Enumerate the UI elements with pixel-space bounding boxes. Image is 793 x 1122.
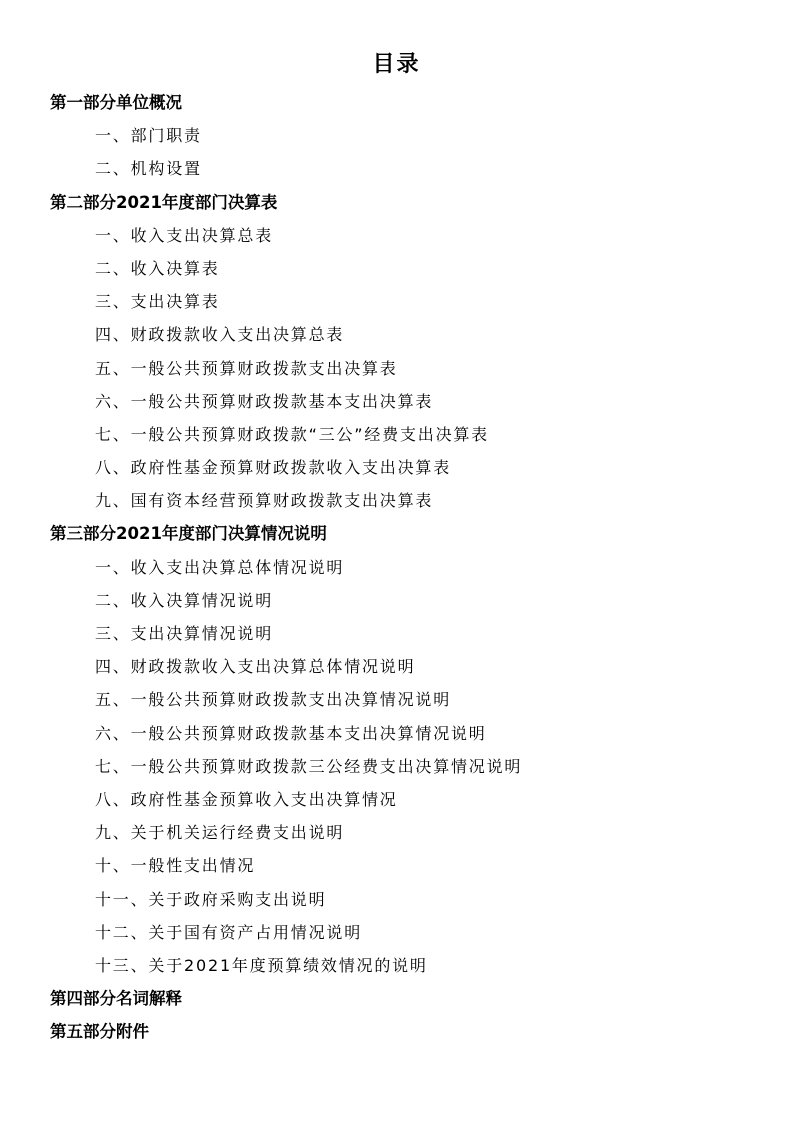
toc-item[interactable]: 五、一般公共预算财政拨款支出决算表: [95, 358, 398, 378]
toc-item[interactable]: 一、收入支出决算总表: [95, 225, 274, 245]
toc-item[interactable]: 六、一般公共预算财政拨款基本支出决算情况说明: [95, 723, 487, 743]
toc-item[interactable]: 二、机构设置: [95, 159, 202, 179]
toc-item[interactable]: 十二、关于国有资产占用情况说明: [95, 922, 363, 942]
page-title: 目录: [372, 52, 421, 77]
toc-item[interactable]: 十一、关于政府采购支出说明: [95, 889, 327, 909]
toc-item[interactable]: 三、支出决算情况说明: [95, 624, 274, 643]
toc-item[interactable]: 二、收入决算表: [95, 258, 220, 278]
toc-item[interactable]: 七、一般公共预算财政拨款三公经费支出决算情况说明: [95, 756, 523, 776]
toc-item[interactable]: 八、政府性基金预算收入支出决算情况: [95, 789, 398, 809]
toc-item[interactable]: 八、政府性基金预算财政拨款收入支出决算表: [95, 458, 452, 478]
toc-section-2[interactable]: 第二部分2021年度部门决算表: [50, 192, 278, 212]
toc-item[interactable]: 九、关于机关运行经费支出说明: [95, 823, 345, 843]
toc-item[interactable]: 二、收入决算情况说明: [95, 590, 274, 610]
toc-section-1[interactable]: 第一部分单位概况: [50, 93, 182, 112]
toc-item[interactable]: 三、支出决算表: [95, 292, 220, 312]
toc-item[interactable]: 四、财政拨款收入支出决算总表: [95, 325, 345, 345]
toc-item[interactable]: 六、一般公共预算财政拨款基本支出决算表: [95, 391, 434, 411]
toc-section-4[interactable]: 第四部分名词解释: [50, 989, 182, 1009]
toc-item[interactable]: 一、部门职责: [95, 126, 202, 146]
toc-item[interactable]: 四、财政拨款收入支出决算总体情况说明: [95, 657, 416, 677]
toc-item[interactable]: 九、国有资本经营预算财政拨款支出决算表: [95, 491, 434, 511]
toc-item[interactable]: 五、一般公共预算财政拨款支出决算情况说明: [95, 690, 452, 710]
table-of-contents: [0, 86, 793, 1048]
toc-section-5[interactable]: 第五部分附件: [50, 1022, 149, 1042]
toc-section-3[interactable]: 第三部分2021年度部门决算情况说明: [50, 524, 327, 544]
toc-item[interactable]: 一、收入支出决算总体情况说明: [95, 557, 345, 577]
toc-item[interactable]: 十三、关于2021年度预算绩效情况的说明: [95, 955, 428, 975]
toc-item[interactable]: 十、一般性支出情况: [95, 856, 256, 876]
toc-item[interactable]: 七、一般公共预算财政拨款“三公”经费支出决算表: [95, 424, 489, 444]
